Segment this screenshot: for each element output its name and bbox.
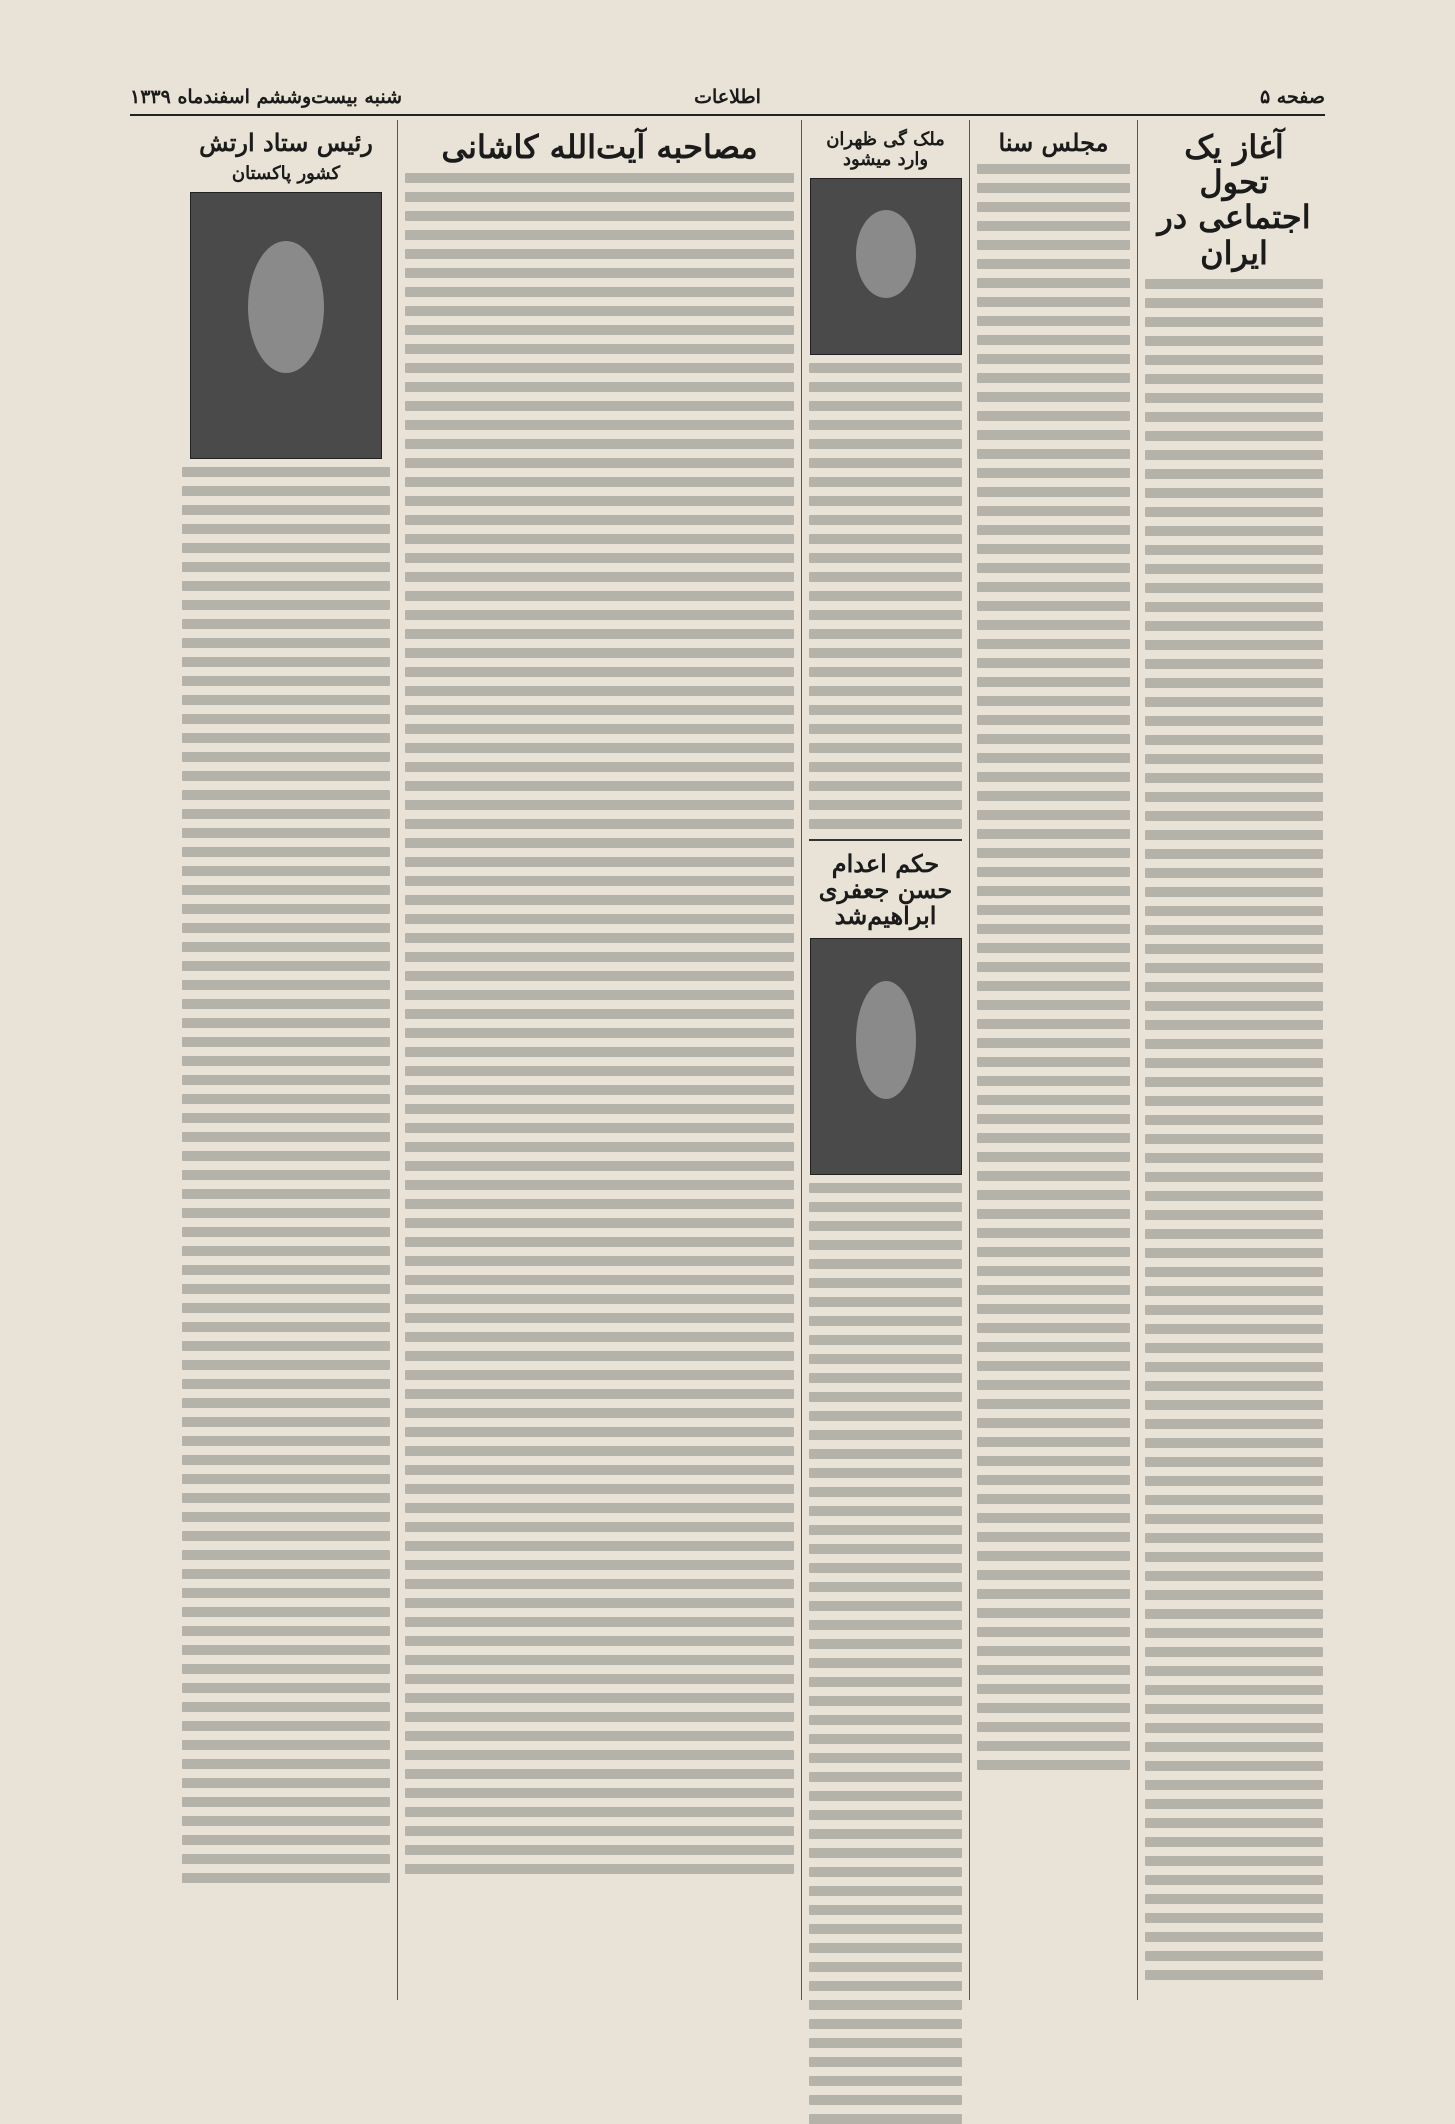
headline-king: ملک گی ظهران وارد میشود — [826, 129, 945, 170]
portrait-photo-army — [190, 192, 382, 459]
headline-senate: مجلس سنا — [998, 128, 1109, 157]
column-king-and-execution — [801, 120, 969, 2000]
body-text — [182, 467, 390, 1883]
headline-army: رئیس ستاد ارتش — [199, 128, 373, 157]
body-text — [977, 164, 1130, 1770]
issue-date: شنبه بیست‌وششم اسفندماه ۱۳۳۹ — [130, 86, 403, 108]
column-interview — [397, 120, 801, 2000]
headline-interview: مصاحبه آیت‌الله کاشانی — [441, 128, 758, 166]
column-army-chief — [175, 120, 397, 2000]
headline-social-change: آغاز یک تحول اجتماعی در ایران — [1157, 128, 1311, 272]
headline-execution: حکم اعدام حسن جعفری ابراهیم‌شد — [818, 848, 953, 931]
column-social-change — [1137, 120, 1330, 2000]
page-number: صفحه ۵ — [1259, 86, 1325, 108]
masthead — [130, 80, 1325, 116]
body-text — [809, 363, 962, 829]
subheadline-army: کشور پاکستان — [231, 163, 341, 185]
column-senate — [969, 120, 1137, 2000]
portrait-photo-execution — [810, 938, 962, 1175]
body-text — [809, 1183, 962, 2124]
portrait-photo — [810, 178, 962, 355]
body-text — [1145, 279, 1323, 1980]
body-text — [405, 173, 794, 1874]
newspaper-name: اطلاعات — [694, 86, 761, 108]
